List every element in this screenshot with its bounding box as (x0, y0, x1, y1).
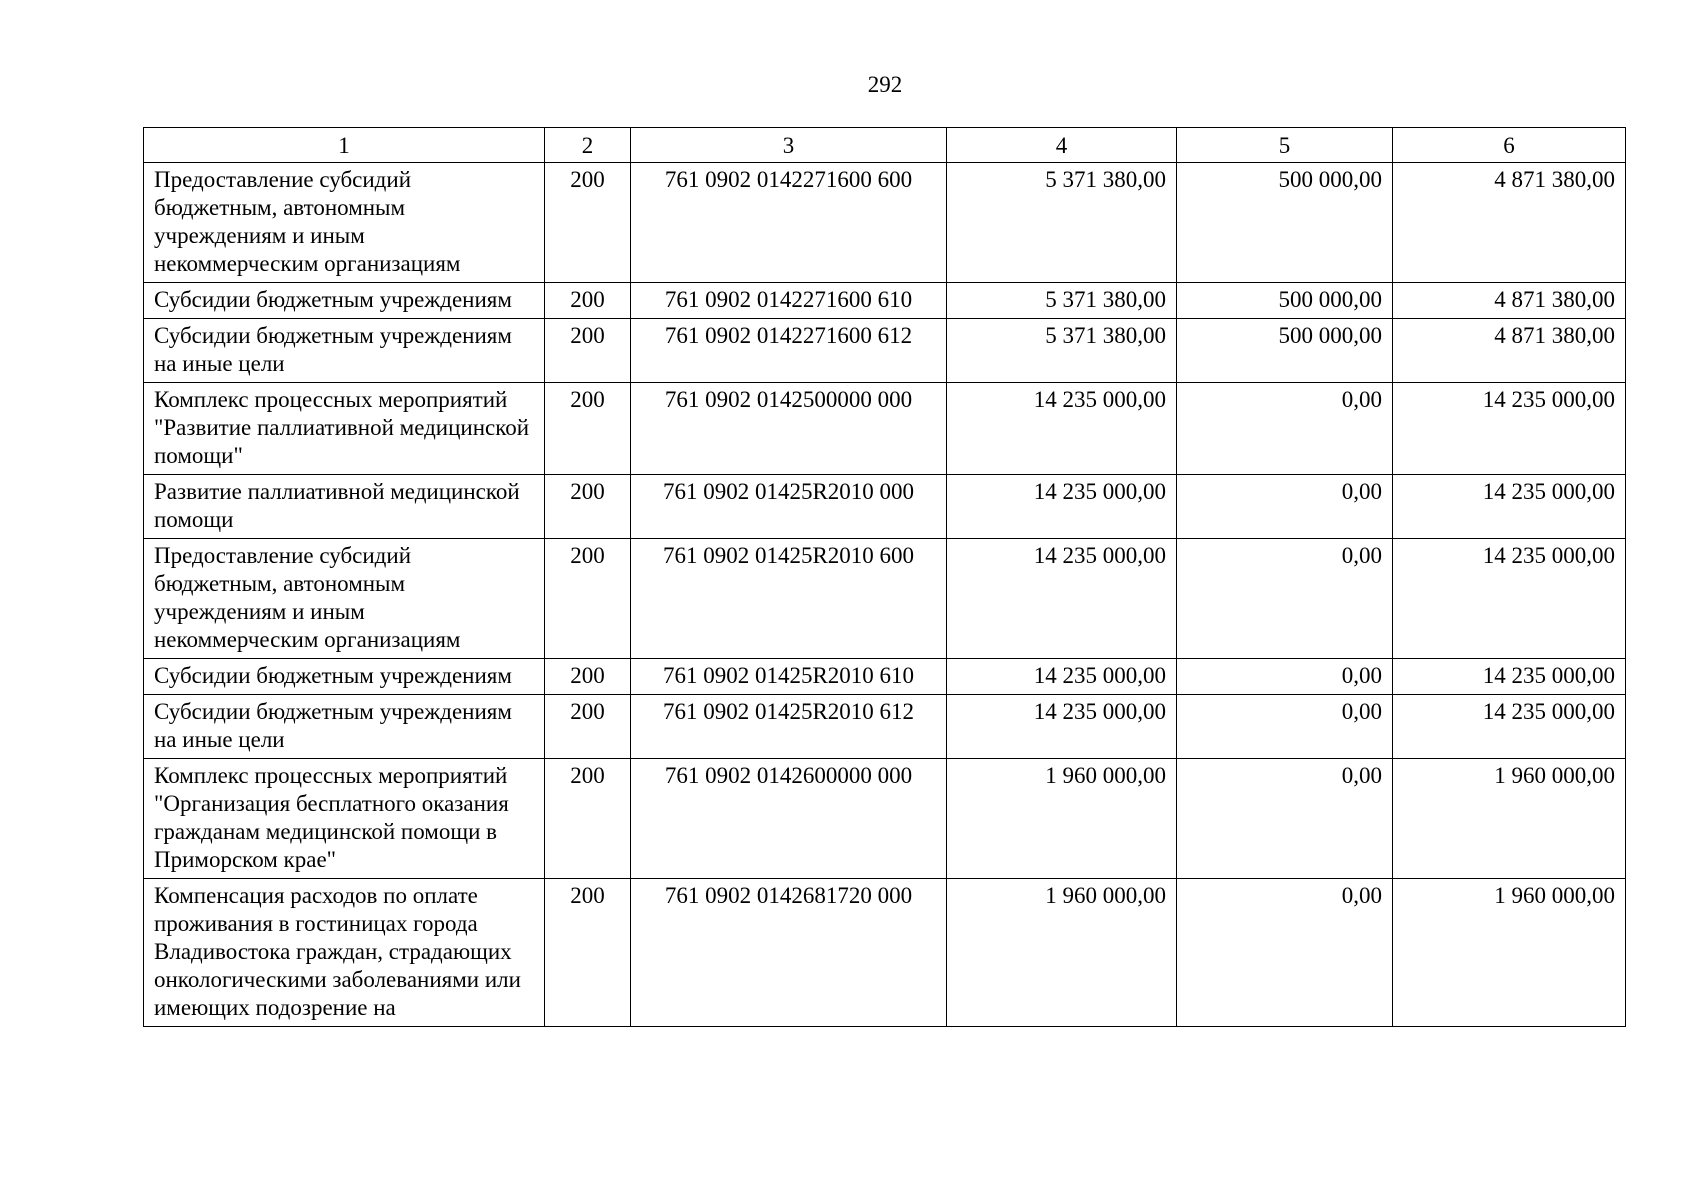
row-code: 761 0902 01425R2010 610 (631, 659, 947, 695)
row-version: 200 (545, 759, 631, 879)
row-value-5: 0,00 (1177, 539, 1393, 659)
row-version: 200 (545, 383, 631, 475)
row-name: Субсидии бюджетным учреждениям на иные цели (144, 319, 545, 383)
row-value-5: 0,00 (1177, 695, 1393, 759)
row-value-5: 500 000,00 (1177, 319, 1393, 383)
row-name: Комплекс процессных мероприятий "Организация бесплатного оказания гражданам медицинской помощи в Приморском крае" (144, 759, 545, 879)
column-header-3: 3 (631, 128, 947, 163)
row-code: 761 0902 0142271600 600 (631, 163, 947, 283)
row-value-6: 14 235 000,00 (1393, 539, 1626, 659)
row-value-4: 14 235 000,00 (947, 659, 1177, 695)
row-version: 200 (545, 319, 631, 383)
row-version: 200 (545, 283, 631, 319)
row-version: 200 (545, 879, 631, 1027)
row-value-5: 0,00 (1177, 759, 1393, 879)
table-row (144, 659, 1626, 695)
row-version: 200 (545, 539, 631, 659)
row-name: Предоставление субсидий бюджетным, автономным учреждениям и иным некоммерческим организациям (144, 163, 545, 283)
row-code: 761 0902 01425R2010 612 (631, 695, 947, 759)
row-code: 761 0902 0142500000 000 (631, 383, 947, 475)
row-name: Комплекс процессных мероприятий "Развитие паллиативной медицинской помощи" (144, 383, 545, 475)
row-name: Субсидии бюджетным учреждениям на иные цели (144, 695, 545, 759)
row-version: 200 (545, 163, 631, 283)
row-value-4: 5 371 380,00 (947, 283, 1177, 319)
page-number: 292 (867, 72, 903, 97)
row-value-6: 4 871 380,00 (1393, 283, 1626, 319)
table-row (144, 695, 1626, 759)
row-value-6: 14 235 000,00 (1393, 475, 1626, 539)
budget-table (143, 127, 1626, 1027)
row-value-4: 1 960 000,00 (947, 879, 1177, 1027)
table-row (144, 163, 1626, 283)
table-row (144, 319, 1626, 383)
row-code: 761 0902 0142271600 610 (631, 283, 947, 319)
header-row (144, 128, 1626, 163)
row-value-5: 0,00 (1177, 879, 1393, 1027)
table-row (144, 383, 1626, 475)
row-value-4: 1 960 000,00 (947, 759, 1177, 879)
table-row (144, 759, 1626, 879)
row-value-6: 14 235 000,00 (1393, 383, 1626, 475)
column-header-5: 5 (1177, 128, 1393, 163)
column-header-1: 1 (144, 128, 545, 163)
row-code: 761 0902 0142600000 000 (631, 759, 947, 879)
row-name: Развитие паллиативной медицинской помощи (144, 475, 545, 539)
row-name: Субсидии бюджетным учреждениям (144, 659, 545, 695)
row-version: 200 (545, 475, 631, 539)
row-value-6: 14 235 000,00 (1393, 659, 1626, 695)
row-value-4: 14 235 000,00 (947, 695, 1177, 759)
row-value-4: 5 371 380,00 (947, 163, 1177, 283)
column-header-2: 2 (545, 128, 631, 163)
row-name: Компенсация расходов по оплате проживания в гостиницах города Владивостока граждан, страдающих онкологическими заболеваниями или имеющих подозрение на (144, 879, 545, 1027)
row-code: 761 0902 01425R2010 000 (631, 475, 947, 539)
table-row (144, 283, 1626, 319)
row-value-5: 0,00 (1177, 659, 1393, 695)
row-value-5: 500 000,00 (1177, 283, 1393, 319)
column-header-6: 6 (1393, 128, 1626, 163)
row-value-4: 14 235 000,00 (947, 539, 1177, 659)
table-row (144, 475, 1626, 539)
row-name: Предоставление субсидий бюджетным, автономным учреждениям и иным некоммерческим организациям (144, 539, 545, 659)
row-value-6: 4 871 380,00 (1393, 163, 1626, 283)
row-value-4: 5 371 380,00 (947, 319, 1177, 383)
row-value-5: 0,00 (1177, 383, 1393, 475)
table-row (144, 879, 1626, 1027)
row-name: Субсидии бюджетным учреждениям (144, 283, 545, 319)
row-value-6: 1 960 000,00 (1393, 759, 1626, 879)
row-value-6: 14 235 000,00 (1393, 695, 1626, 759)
row-value-6: 4 871 380,00 (1393, 319, 1626, 383)
row-value-4: 14 235 000,00 (947, 475, 1177, 539)
row-version: 200 (545, 695, 631, 759)
row-value-5: 0,00 (1177, 475, 1393, 539)
row-version: 200 (545, 659, 631, 695)
table-row (144, 539, 1626, 659)
row-code: 761 0902 0142271600 612 (631, 319, 947, 383)
row-value-5: 500 000,00 (1177, 163, 1393, 283)
row-code: 761 0902 01425R2010 600 (631, 539, 947, 659)
row-value-6: 1 960 000,00 (1393, 879, 1626, 1027)
row-code: 761 0902 0142681720 000 (631, 879, 947, 1027)
row-value-4: 14 235 000,00 (947, 383, 1177, 475)
column-header-4: 4 (947, 128, 1177, 163)
